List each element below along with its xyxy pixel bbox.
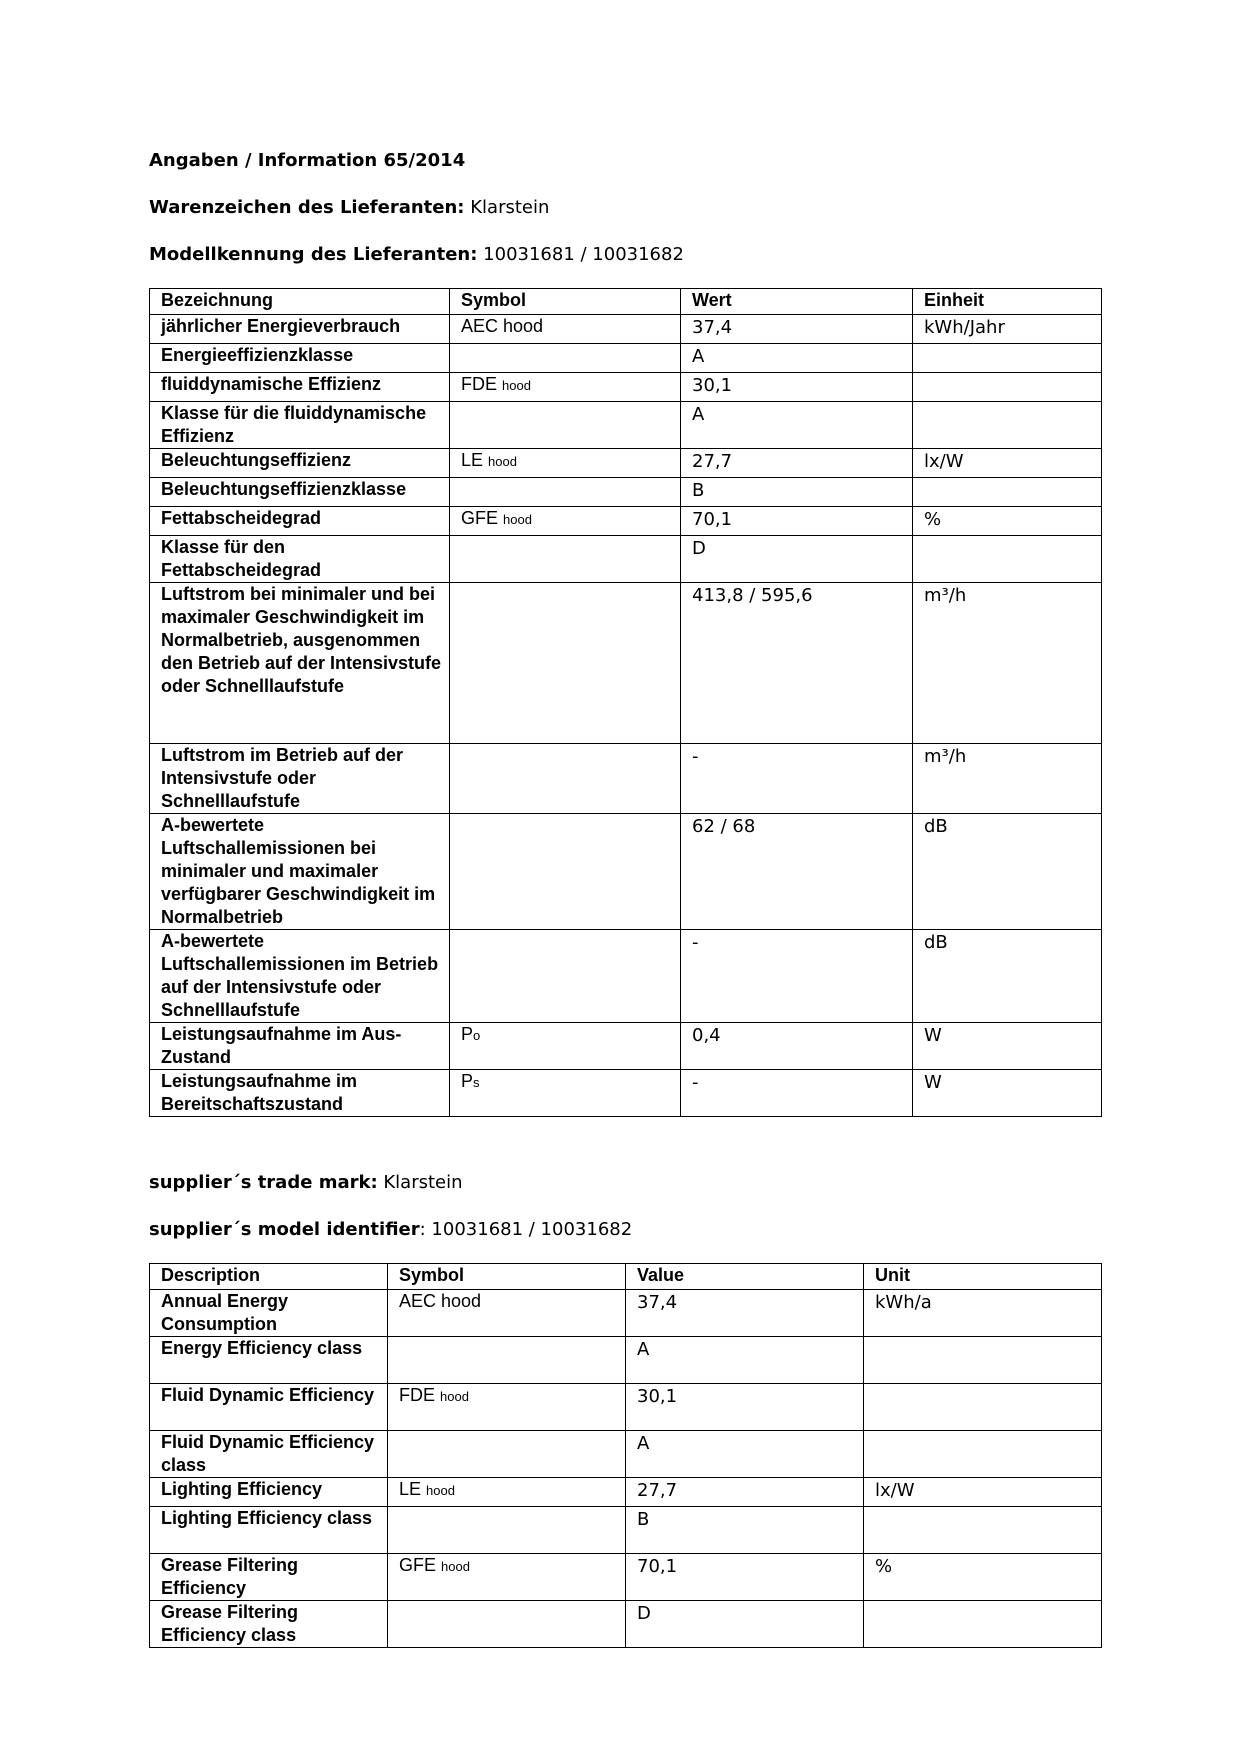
en-row-value: A <box>626 1337 864 1384</box>
en-row-value: 70,1 <box>626 1554 864 1601</box>
symbol-subscript: hood <box>502 378 531 393</box>
en-trademark-line <box>149 1172 463 1194</box>
symbol-text: LE <box>461 450 489 470</box>
en-row-label: Lighting Efficiency class <box>150 1507 388 1554</box>
en-row-label: Fluid Dynamic Efficiency <box>150 1384 388 1431</box>
de-trademark-label: Warenzeichen des Lieferanten: <box>149 197 465 218</box>
de-table-row <box>150 583 1102 744</box>
symbol-text: AEC hood <box>461 316 544 336</box>
en-row-value: A <box>626 1431 864 1478</box>
de-table-row <box>150 344 1102 373</box>
en-row-unit <box>864 1601 1102 1648</box>
de-table-row <box>150 1070 1102 1117</box>
de-row-label: jährlicher Energieverbrauch <box>150 315 450 344</box>
de-row-label: Beleuchtungseffizienz <box>150 449 450 478</box>
de-model-label: Modellkennung des Lieferanten: <box>149 244 478 265</box>
en-row-symbol <box>388 1554 626 1601</box>
en-row-label: Grease Filtering Efficiency <box>150 1554 388 1601</box>
symbol-subscript: hood <box>488 454 517 469</box>
de-row-value: A <box>681 344 913 373</box>
de-row-value: - <box>681 1070 913 1117</box>
en-table-row <box>150 1601 1102 1648</box>
de-row-symbol <box>450 744 681 814</box>
symbol-text: GFE <box>461 508 504 528</box>
de-row-value: - <box>681 930 913 1023</box>
de-table-row <box>150 478 1102 507</box>
de-row-label: Luftstrom im Betrieb auf der Intensivstufe oder Schnelllaufstufe <box>150 744 450 814</box>
de-model-value: 10031681 / 10031682 <box>477 244 684 265</box>
en-row-unit: kWh/a <box>864 1290 1102 1337</box>
de-column-header: Wert <box>681 289 913 315</box>
en-row-value: D <box>626 1601 864 1648</box>
document-title-text: Angaben / Information 65/2014 <box>149 150 466 171</box>
de-row-symbol <box>450 507 681 536</box>
de-table-row <box>150 449 1102 478</box>
en-column-header: Symbol <box>388 1264 626 1290</box>
en-table-row <box>150 1290 1102 1337</box>
symbol-text: FDE <box>461 374 503 394</box>
symbol-subscript: s <box>473 1075 480 1090</box>
de-row-value: 30,1 <box>681 373 913 402</box>
de-row-unit: kWh/Jahr <box>913 315 1102 344</box>
en-row-unit <box>864 1337 1102 1384</box>
de-row-unit <box>913 478 1102 507</box>
de-row-symbol <box>450 1070 681 1117</box>
en-row-symbol <box>388 1290 626 1337</box>
en-row-symbol <box>388 1601 626 1648</box>
de-row-label: Leistungsaufnahme im Aus-Zustand <box>150 1023 450 1070</box>
de-header-row <box>150 289 1102 315</box>
de-row-label: Luftstrom bei minimaler und bei maximaler Geschwindigkeit im Normalbetrieb, ausgenommen den Betrieb auf der Intensivstufe oder Schnelllaufstufe <box>150 583 450 744</box>
symbol-subscript: hood <box>426 1483 455 1498</box>
de-row-unit: W <box>913 1070 1102 1117</box>
en-column-header: Unit <box>864 1264 1102 1290</box>
en-model-label: supplier´s model identifier <box>149 1219 420 1240</box>
de-row-symbol <box>450 344 681 373</box>
en-row-symbol <box>388 1431 626 1478</box>
en-row-unit <box>864 1507 1102 1554</box>
de-row-symbol <box>450 402 681 449</box>
en-column-header: Value <box>626 1264 864 1290</box>
en-row-value: B <box>626 1507 864 1554</box>
de-row-value: 62 / 68 <box>681 814 913 930</box>
de-table-row <box>150 507 1102 536</box>
de-row-unit: % <box>913 507 1102 536</box>
de-row-label: A-bewertete Luftschallemissionen im Betrieb auf der Intensivstufe oder Schnelllaufstufe <box>150 930 450 1023</box>
de-table-row <box>150 744 1102 814</box>
spec-table-de-body <box>150 289 1102 1117</box>
de-row-value: - <box>681 744 913 814</box>
en-table-row <box>150 1554 1102 1601</box>
en-table-row <box>150 1478 1102 1507</box>
document-title <box>149 150 465 172</box>
de-row-value: 37,4 <box>681 315 913 344</box>
symbol-text: AEC hood <box>399 1291 482 1311</box>
de-row-symbol <box>450 930 681 1023</box>
de-row-value: 27,7 <box>681 449 913 478</box>
de-table-row <box>150 1023 1102 1070</box>
en-trademark-label: supplier´s trade mark: <box>149 1172 378 1193</box>
en-model-line <box>149 1219 632 1241</box>
spec-table-de <box>149 288 1102 1117</box>
de-row-value: 70,1 <box>681 507 913 536</box>
de-table-row <box>150 402 1102 449</box>
de-row-label: A-bewertete Luftschallemissionen bei minimaler und maximaler verfügbarer Geschwindigkeit im Normalbetrieb <box>150 814 450 930</box>
en-row-unit: lx/W <box>864 1478 1102 1507</box>
symbol-subscript: hood <box>440 1389 469 1404</box>
de-column-header: Bezeichnung <box>150 289 450 315</box>
de-model-line <box>149 244 684 266</box>
de-table-row <box>150 814 1102 930</box>
en-model-value: : 10031681 / 10031682 <box>419 1219 633 1240</box>
de-row-symbol <box>450 315 681 344</box>
en-table-row <box>150 1431 1102 1478</box>
de-row-unit <box>913 536 1102 583</box>
en-row-value: 37,4 <box>626 1290 864 1337</box>
de-trademark-value: Klarstein <box>464 197 550 218</box>
de-row-label: Fettabscheidegrad <box>150 507 450 536</box>
en-row-label: Energy Efficiency class <box>150 1337 388 1384</box>
de-row-unit <box>913 402 1102 449</box>
de-row-unit: W <box>913 1023 1102 1070</box>
de-row-value: 413,8 / 595,6 <box>681 583 913 744</box>
de-row-label: Klasse für die fluiddynamische Effizienz <box>150 402 450 449</box>
en-header-row <box>150 1264 1102 1290</box>
en-row-unit: % <box>864 1554 1102 1601</box>
de-table-row <box>150 536 1102 583</box>
de-row-unit: m³/h <box>913 583 1102 744</box>
symbol-subscript: hood <box>503 512 532 527</box>
de-row-symbol <box>450 478 681 507</box>
en-row-value: 30,1 <box>626 1384 864 1431</box>
en-row-unit <box>864 1431 1102 1478</box>
de-table-row <box>150 373 1102 402</box>
de-row-unit: dB <box>913 814 1102 930</box>
de-row-symbol <box>450 373 681 402</box>
de-row-symbol <box>450 814 681 930</box>
de-row-value: D <box>681 536 913 583</box>
en-table-row <box>150 1384 1102 1431</box>
en-row-label: Lighting Efficiency <box>150 1478 388 1507</box>
symbol-text: P <box>461 1071 474 1091</box>
de-trademark-line <box>149 197 549 219</box>
en-row-symbol <box>388 1507 626 1554</box>
symbol-text: LE <box>399 1479 427 1499</box>
en-row-symbol <box>388 1384 626 1431</box>
de-row-label: Leistungsaufnahme im Bereitschaftszustand <box>150 1070 450 1117</box>
de-row-symbol <box>450 536 681 583</box>
de-row-label: Beleuchtungseffizienzklasse <box>150 478 450 507</box>
de-row-unit: dB <box>913 930 1102 1023</box>
de-row-unit <box>913 344 1102 373</box>
en-trademark-value: Klarstein <box>377 1172 463 1193</box>
de-row-value: B <box>681 478 913 507</box>
de-row-symbol <box>450 1023 681 1070</box>
spec-table-en <box>149 1263 1102 1648</box>
de-row-unit: lx/W <box>913 449 1102 478</box>
en-row-label: Fluid Dynamic Efficiency class <box>150 1431 388 1478</box>
symbol-text: P <box>461 1024 474 1044</box>
en-row-label: Annual Energy Consumption <box>150 1290 388 1337</box>
en-row-symbol <box>388 1478 626 1507</box>
de-row-value: 0,4 <box>681 1023 913 1070</box>
de-row-unit: m³/h <box>913 744 1102 814</box>
en-table-row <box>150 1337 1102 1384</box>
en-column-header: Description <box>150 1264 388 1290</box>
symbol-text: GFE <box>399 1555 442 1575</box>
de-row-label: Energieeffizienzklasse <box>150 344 450 373</box>
de-row-unit <box>913 373 1102 402</box>
symbol-subscript: o <box>473 1028 481 1043</box>
en-row-unit <box>864 1384 1102 1431</box>
en-row-label: Grease Filtering Efficiency class <box>150 1601 388 1648</box>
de-row-value: A <box>681 402 913 449</box>
de-row-label: Klasse für den Fettabscheidegrad <box>150 536 450 583</box>
de-column-header: Symbol <box>450 289 681 315</box>
symbol-subscript: hood <box>441 1559 470 1574</box>
en-row-symbol <box>388 1337 626 1384</box>
de-table-row <box>150 930 1102 1023</box>
de-row-symbol <box>450 449 681 478</box>
de-row-label: fluiddynamische Effizienz <box>150 373 450 402</box>
en-table-row <box>150 1507 1102 1554</box>
de-table-row <box>150 315 1102 344</box>
de-column-header: Einheit <box>913 289 1102 315</box>
symbol-text: FDE <box>399 1385 441 1405</box>
en-row-value: 27,7 <box>626 1478 864 1507</box>
spec-table-en-body <box>150 1264 1102 1648</box>
de-row-symbol <box>450 583 681 744</box>
